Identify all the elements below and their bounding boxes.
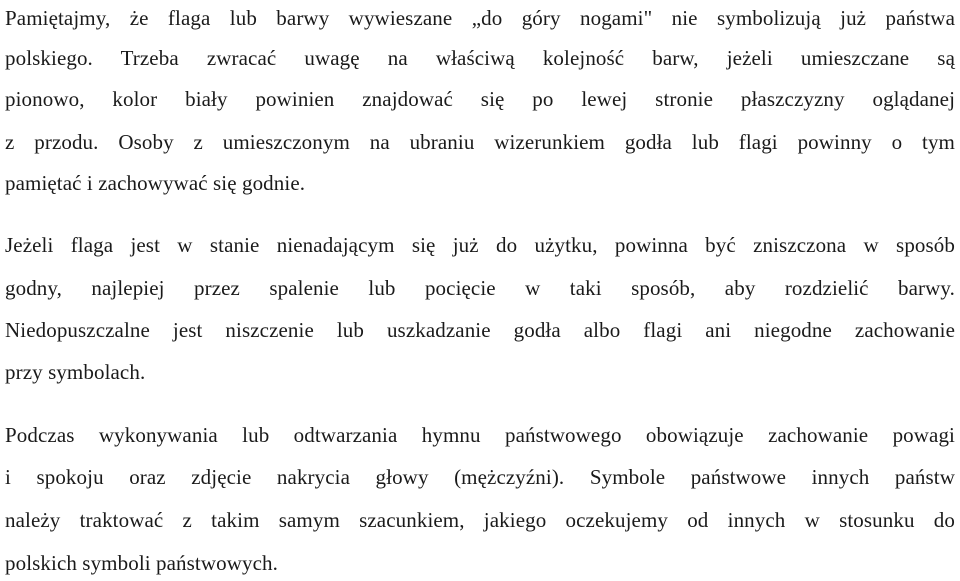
paragraph-line: Jeżeli flaga jest w stanie nienadającym się już do użytku, powinna być zniszczona w sposób (5, 233, 955, 257)
paragraph-line: godny, najlepiej przez spalenie lub pocięcie w taki sposób, aby rozdzielić barwy. (5, 276, 955, 300)
paragraph-line: Pamiętajmy, że flaga lub barwy wywieszane „do góry nogami" nie symbolizują już państwa (5, 6, 955, 30)
paragraph-line: pamiętać i zachowywać się godnie. (5, 171, 306, 195)
paragraph-line: Niedopuszczalne jest niszczenie lub uszkadzanie godła albo flagi ani niegodne zachowanie (5, 318, 955, 342)
paragraph-line: przy symbolach. (5, 360, 146, 384)
paragraph-line: z przodu. Osoby z umieszczonym na ubraniu wizerunkiem godła lub flagi powinny o tym (5, 130, 955, 154)
paragraph-line: polskich symboli państwowych. (5, 551, 278, 575)
paragraph-line: Podczas wykonywania lub odtwarzania hymnu państwowego obowiązuje zachowanie powagi (5, 423, 955, 447)
paragraph-line: polskiego. Trzeba zwracać uwagę na właściwą kolejność barw, jeżeli umieszczane są (5, 46, 955, 70)
paragraph-line: pionowo, kolor biały powinien znajdować się po lewej stronie płaszczyzny oglądanej (5, 87, 955, 111)
paragraph-line: i spokoju oraz zdjęcie nakrycia głowy (mężczyźni). Symbole państwowe innych państw (5, 465, 955, 489)
paragraph-line: należy traktować z takim samym szacunkiem, jakiego oczekujemy od innych w stosunku do (5, 508, 955, 532)
